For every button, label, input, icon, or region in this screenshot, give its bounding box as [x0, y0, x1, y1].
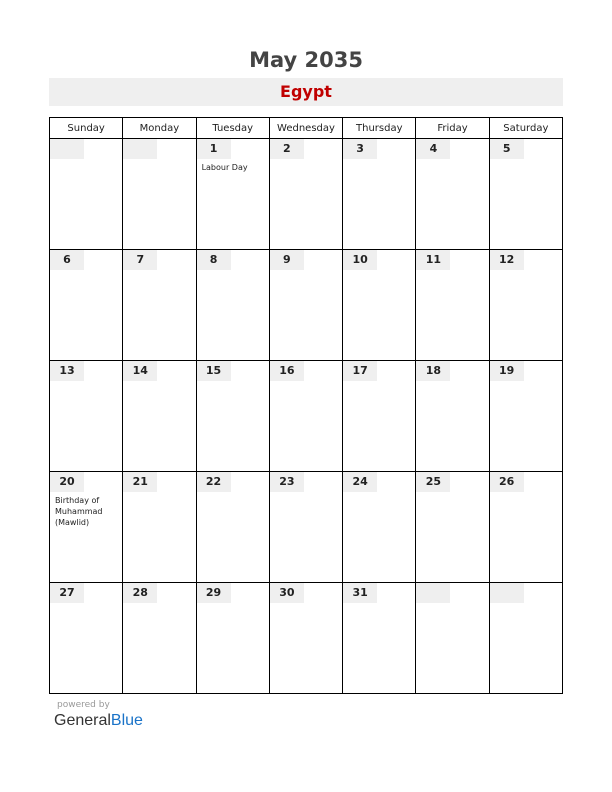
day-number: 7	[123, 250, 157, 270]
weekday-thursday: Thursday	[343, 118, 416, 139]
day-cell	[50, 361, 123, 472]
day-cell	[123, 361, 196, 472]
day-cell	[416, 583, 489, 694]
week-row-3	[50, 361, 563, 472]
day-cell	[269, 361, 342, 472]
day-number: 12	[490, 250, 524, 270]
day-number: 16	[270, 361, 304, 381]
weekday-wednesday: Wednesday	[269, 118, 342, 139]
day-cell	[489, 472, 562, 583]
weekday-saturday: Saturday	[489, 118, 562, 139]
day-cell	[123, 139, 196, 250]
day-cell	[269, 472, 342, 583]
generalblue-logo[interactable]	[54, 712, 143, 730]
day-number: 17	[343, 361, 377, 381]
day-cell	[196, 250, 269, 361]
day-number	[50, 139, 84, 159]
day-cell	[269, 139, 342, 250]
day-number: 25	[416, 472, 450, 492]
day-number: 13	[50, 361, 84, 381]
day-cell	[196, 361, 269, 472]
weekday-tuesday: Tuesday	[196, 118, 269, 139]
day-number: 26	[490, 472, 524, 492]
day-number: 20	[50, 472, 84, 492]
day-number: 23	[270, 472, 304, 492]
country-band	[49, 78, 563, 106]
day-cell	[196, 139, 269, 250]
weekday-monday: Monday	[123, 118, 196, 139]
day-number: 10	[343, 250, 377, 270]
day-number	[490, 583, 524, 603]
country-name: Egypt	[280, 82, 332, 101]
day-cell	[416, 361, 489, 472]
day-cell	[416, 139, 489, 250]
day-number: 21	[123, 472, 157, 492]
day-cell	[343, 361, 416, 472]
day-number: 24	[343, 472, 377, 492]
day-number: 8	[197, 250, 231, 270]
holiday-mawlid: Birthday of Muhammad (Mawlid)	[55, 496, 103, 527]
day-number: 18	[416, 361, 450, 381]
day-number: 29	[197, 583, 231, 603]
day-cell	[416, 250, 489, 361]
day-cell	[269, 583, 342, 694]
week-row-2	[50, 250, 563, 361]
day-number: 22	[197, 472, 231, 492]
day-number: 4	[416, 139, 450, 159]
day-cell	[343, 583, 416, 694]
day-cell	[123, 250, 196, 361]
powered-by-label: powered by	[57, 700, 110, 710]
day-number: 27	[50, 583, 84, 603]
page-title: May 2035	[249, 48, 363, 72]
day-number: 6	[50, 250, 84, 270]
weekday-sunday: Sunday	[50, 118, 123, 139]
day-cell	[50, 583, 123, 694]
day-cell	[196, 583, 269, 694]
day-cell	[196, 472, 269, 583]
day-cell	[343, 472, 416, 583]
weekday-friday: Friday	[416, 118, 489, 139]
week-row-1	[50, 139, 563, 250]
brand-general: General	[54, 712, 111, 729]
day-number: 3	[343, 139, 377, 159]
day-number: 28	[123, 583, 157, 603]
day-cell	[123, 472, 196, 583]
day-cell	[416, 472, 489, 583]
day-cell	[50, 139, 123, 250]
day-cell	[50, 472, 123, 583]
day-number: 14	[123, 361, 157, 381]
calendar-table	[49, 117, 563, 694]
calendar-grid	[49, 117, 563, 697]
day-cell	[343, 250, 416, 361]
day-cell	[489, 139, 562, 250]
day-number: 9	[270, 250, 304, 270]
day-cell	[489, 583, 562, 694]
day-number: 19	[490, 361, 524, 381]
day-number: 31	[343, 583, 377, 603]
day-cell	[123, 583, 196, 694]
week-row-5	[50, 583, 563, 694]
day-number: 5	[490, 139, 524, 159]
day-number: 30	[270, 583, 304, 603]
day-cell	[50, 250, 123, 361]
day-cell	[489, 250, 562, 361]
day-cell	[343, 139, 416, 250]
weekday-header-row	[50, 118, 563, 139]
day-number	[416, 583, 450, 603]
holiday-labour-day: Labour Day	[201, 163, 248, 172]
week-row-4	[50, 472, 563, 583]
day-number	[123, 139, 157, 159]
brand-blue: Blue	[110, 712, 143, 729]
day-cell	[489, 361, 562, 472]
day-number: 1	[197, 139, 231, 159]
day-number: 11	[416, 250, 450, 270]
day-number: 2	[270, 139, 304, 159]
day-cell	[269, 250, 342, 361]
day-number: 15	[197, 361, 231, 381]
